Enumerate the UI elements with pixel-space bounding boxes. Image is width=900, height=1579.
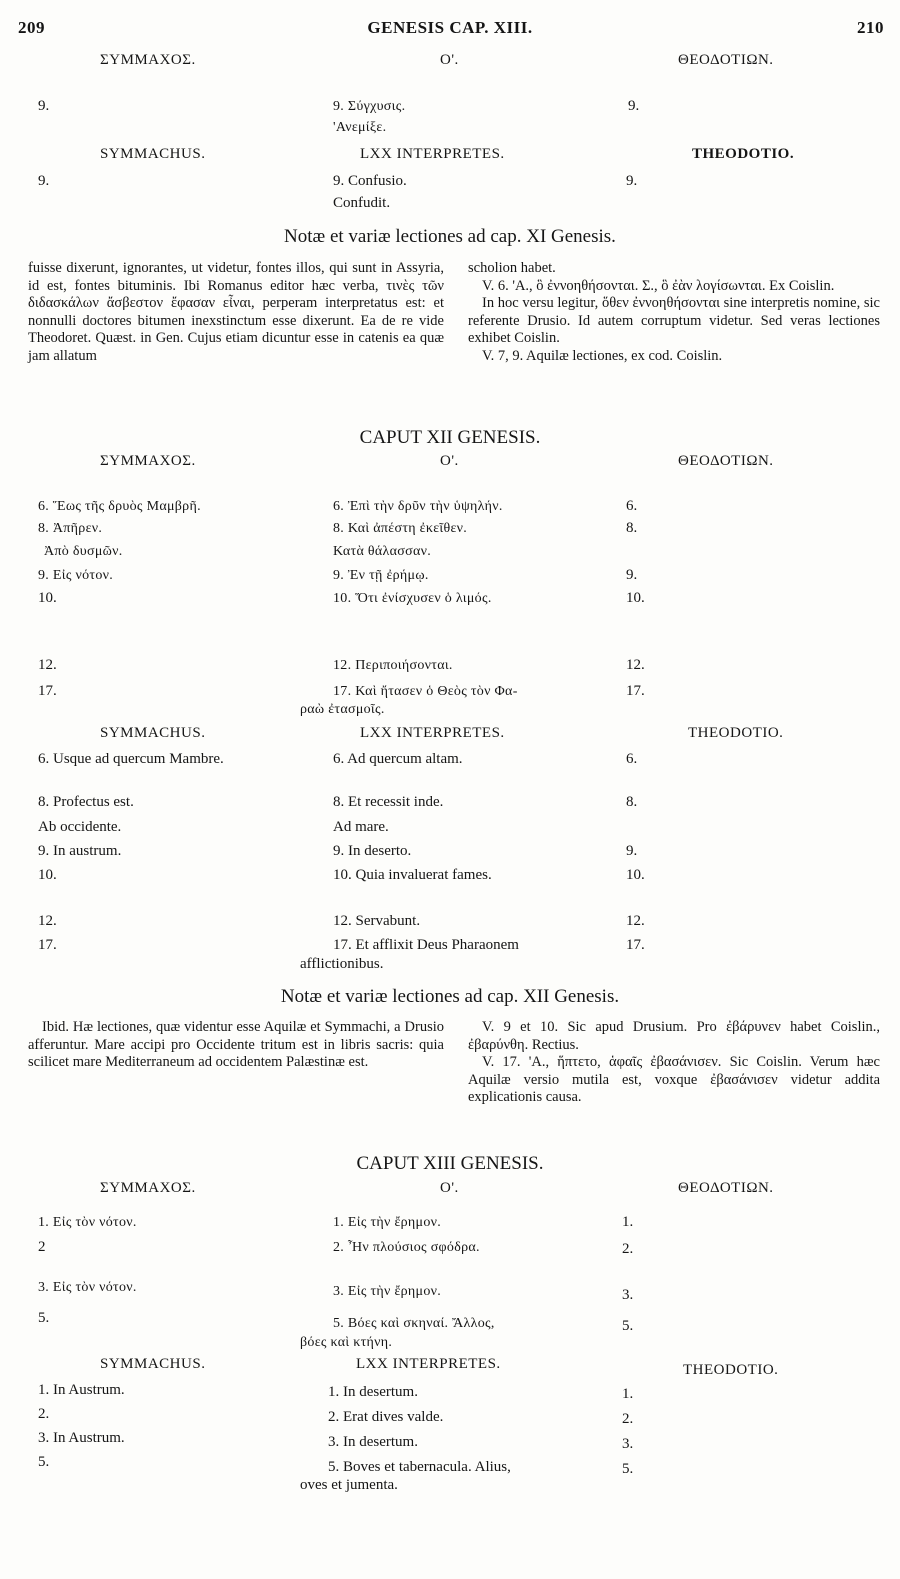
verse-cell: 5. Βόες καὶ σκηναί. Ἄλλος, xyxy=(333,1316,495,1331)
verse-cell: 12. xyxy=(626,657,645,673)
note-paragraph: Ibid. Hæ lectiones, quæ videntur esse Aquilæ et Symmachi, a Drusio afferuntur. Mare accipi pro Occidente tritum est in libris sacris: quia scilicet mare Mediterraneum ad occidentem Palæstinæ est. xyxy=(28,1019,444,1070)
verse-cell: 17. xyxy=(38,683,57,699)
verse-cell: 10. xyxy=(38,590,57,606)
verse-cell: Confudit. xyxy=(333,195,391,211)
col-head-symmachus-latin: SYMMACHUS. xyxy=(100,146,206,162)
verse-cell: 12. Περιποιήσονται. xyxy=(333,658,453,673)
verse-cell: 2. xyxy=(622,1241,634,1257)
verse-cell: Ad mare. xyxy=(333,819,389,835)
verse-cell: 9. xyxy=(626,843,638,859)
verse-cell: 9. Confusio. xyxy=(333,173,407,189)
verse-cell: 17. xyxy=(626,937,645,953)
col-head-symmachus-latin: SYMMACHUS. xyxy=(100,725,206,741)
verse-cell: 10. Ὅτι ἐνίσχυσεν ὁ λιμός. xyxy=(333,591,492,606)
notes-cap11-left xyxy=(28,260,444,365)
verse-cell: 3. xyxy=(622,1436,634,1452)
col-head-theodotion-greek: ΘΕΟΔΟΤΙΩΝ. xyxy=(678,52,774,68)
col-head-theodotio-latin: THEODOTIO. xyxy=(692,146,795,162)
verse-cell: 10. xyxy=(626,867,645,883)
col-head-lxx-latin: LXX INTERPRETES. xyxy=(360,146,505,162)
verse-cell: 1. Εἰς τὴν ἔρημον. xyxy=(333,1215,442,1230)
note-paragraph: V. 9 et 10. Sic apud Drusium. Pro ἐβάρυνεν habet Coislin., ἐβαρύνθη. Rectius. xyxy=(468,1019,880,1053)
caput-heading-12: CAPUT XII GENESIS. xyxy=(359,427,541,448)
col-head-theodotion-greek: ΘΕΟΔΟΤΙΩΝ. xyxy=(678,453,774,469)
verse-cell: 9. xyxy=(38,98,50,114)
verse-cell: oves et jumenta. xyxy=(300,1477,398,1493)
col-head-theodotio-latin: THEODOTIO. xyxy=(688,725,784,741)
verse-cell: 8. Ἀπῆρεν. xyxy=(38,521,103,536)
verse-cell: 9. Εἰς νότον. xyxy=(38,568,114,583)
verse-cell: 12. xyxy=(38,913,57,929)
verse-cell: Κατὰ θάλασσαν. xyxy=(333,544,432,559)
verse-cell: 1. In Austrum. xyxy=(38,1382,125,1398)
col-head-symmachus-greek: ΣΥΜΜΑΧΟΣ. xyxy=(100,52,196,68)
col-head-symmachus-greek: ΣΥΜΜΑΧΟΣ. xyxy=(100,453,196,469)
verse-cell: 3. xyxy=(622,1287,634,1303)
verse-cell: 12. xyxy=(626,913,645,929)
verse-cell: 8. xyxy=(626,794,638,810)
verse-cell: 8. Et recessit inde. xyxy=(333,794,444,810)
col-head-lxx-latin: LXX INTERPRETES. xyxy=(360,725,505,741)
note-paragraph: fuisse dixerunt, ignorantes, ut videtur, fontes illos, qui sunt in Assyria, id est, fontes bituminis. Ibi Romanus editor hæc verba, τινὲς τῶν διδασκάλων ἄσβεστον ἔφασαν εἶναι, perperam interpretatus est: et nonnulli doctores bitumen inexstinctum esse dixerunt. Ea de re vide Theodoret. Quæst. in Gen. Cujus etiam dicuntur esse in catenis ea quæ jam allatum xyxy=(28,260,444,364)
note-paragraph: V. 6. 'Α., ὃ ἐννοηθήσονται. Σ., ὃ ἐὰν λογίσωνται. Ex Coislin. xyxy=(482,277,835,294)
caput-heading-13: CAPUT XIII GENESIS. xyxy=(356,1153,544,1174)
verse-cell: 3. Εἰς τὸν νότον. xyxy=(38,1280,137,1295)
col-head-lxx-greek: Ο'. xyxy=(440,52,459,68)
verse-cell: 9. In austrum. xyxy=(38,843,122,859)
notes-cap11-right xyxy=(468,260,880,365)
verse-cell: 3. Εἰς τὴν ἔρημον. xyxy=(333,1284,442,1299)
verse-cell: 3. In desertum. xyxy=(328,1434,418,1450)
col-head-lxx-greek: Ο'. xyxy=(440,1180,459,1196)
verse-cell: 2. xyxy=(38,1406,50,1422)
verse-cell: 17. xyxy=(626,683,645,699)
verse-cell: 17. Et afflixit Deus Pharaonem xyxy=(333,937,519,953)
verse-cell: 17. Καὶ ἤτασεν ὁ Θεὸς τὸν Φα- xyxy=(333,684,518,699)
note-paragraph: V. 7, 9. Aquilæ lectiones, ex cod. Coislin. xyxy=(482,347,723,364)
verse-cell: 9. xyxy=(628,98,640,114)
verse-cell: 5. Boves et tabernacula. Alius, xyxy=(328,1459,511,1475)
verse-cell: 8. Καὶ ἀπέστη ἐκεῖθεν. xyxy=(333,521,468,536)
col-head-symmachus-greek: ΣΥΜΜΑΧΟΣ. xyxy=(100,1180,196,1196)
verse-cell: 5. xyxy=(622,1461,634,1477)
page-number-left: 209 xyxy=(18,18,45,37)
verse-cell: 6. Ἐπὶ τὴν δρῦν τὴν ὑψηλήν. xyxy=(333,499,503,514)
verse-cell: 9. xyxy=(626,173,638,189)
verse-cell: 6. Ad quercum altam. xyxy=(333,751,463,767)
notes-title-cap12: Notæ et variæ lectiones ad cap. XII Genesis. xyxy=(280,986,620,1007)
verse-cell: 10. Quia invaluerat fames. xyxy=(333,867,492,883)
verse-cell: 12. xyxy=(38,657,57,673)
note-paragraph: V. 17. 'Α., ἥπτετο, ἁφαῖς ἐβασάνισεν. Sic Coislin. Verum hæc Aquilæ versio mutila est, voxque ἐβασάνισεν videtur addita explicationis causa. xyxy=(468,1054,880,1105)
verse-cell: 10. xyxy=(38,867,57,883)
note-paragraph: In hoc versu legitur, ὅθεν ἐννοηθήσονται sine interpretis nomine, sic referente Drusio. Id autem corruptum videtur. Sed veras lectiones exhibet Coislin. xyxy=(468,295,880,346)
verse-cell: 9. Σύγχυσις. xyxy=(333,99,406,114)
note-paragraph: scholion habet. xyxy=(468,260,556,276)
notes-cap12-left xyxy=(28,1019,444,1072)
verse-cell: 6. xyxy=(626,498,638,514)
verse-cell: Ἀπὸ δυσμῶν. xyxy=(44,544,123,559)
verse-cell: 6. Usque ad quercum Mambre. xyxy=(38,751,224,767)
col-head-lxx-latin: LXX INTERPRETES. xyxy=(356,1356,501,1372)
running-title: GENESIS CAP. XIII. xyxy=(367,18,533,37)
col-head-lxx-greek: Ο'. xyxy=(440,453,459,469)
verse-cell: 2. xyxy=(622,1411,634,1427)
verse-cell: afflictionibus. xyxy=(300,956,384,972)
verse-cell: 10. xyxy=(626,590,645,606)
verse-cell: 'Ανεμίξε. xyxy=(333,120,387,135)
notes-title-cap11: Notæ et variæ lectiones ad cap. XI Genesis. xyxy=(284,226,616,247)
verse-cell: 3. In Austrum. xyxy=(38,1430,125,1446)
verse-cell: 5. xyxy=(38,1310,50,1326)
col-head-theodotion-greek: ΘΕΟΔΟΤΙΩΝ. xyxy=(678,1180,774,1196)
verse-cell: 9. xyxy=(38,173,50,189)
verse-cell: 2. Ἦν πλούσιος σφόδρα. xyxy=(333,1240,480,1255)
verse-cell: 1. xyxy=(622,1386,634,1402)
verse-cell: 2 xyxy=(38,1239,46,1255)
verse-cell: 6. Ἕως τῆς δρυὸς Μαμβρῆ. xyxy=(38,499,201,514)
col-head-theodotio-latin: THEODOTIO. xyxy=(683,1362,779,1378)
verse-cell: 1. Εἰς τὸν νότον. xyxy=(38,1215,137,1230)
notes-cap12-right xyxy=(468,1019,880,1107)
verse-cell: 8. xyxy=(626,520,638,536)
verse-cell: 8. Profectus est. xyxy=(38,794,134,810)
verse-cell: 9. xyxy=(626,567,638,583)
verse-cell: 9. Ἐν τῇ ἐρήμῳ. xyxy=(333,568,429,583)
verse-cell: ραὼ ἐτασμοῖς. xyxy=(300,702,385,717)
verse-cell: 6. xyxy=(626,751,638,767)
verse-cell: Ab occidente. xyxy=(38,819,122,835)
page-number-right: 210 xyxy=(857,18,884,37)
verse-cell: βόες καὶ κτήνη. xyxy=(300,1335,393,1350)
verse-cell: 1. In desertum. xyxy=(328,1384,418,1400)
col-head-symmachus-latin: SYMMACHUS. xyxy=(100,1356,206,1372)
verse-cell: 17. xyxy=(38,937,57,953)
verse-cell: 5. xyxy=(622,1318,634,1334)
verse-cell: 5. xyxy=(38,1454,50,1470)
verse-cell: 1. xyxy=(622,1214,634,1230)
verse-cell: 12. Servabunt. xyxy=(333,913,421,929)
verse-cell: 2. Erat dives valde. xyxy=(328,1409,444,1425)
verse-cell: 9. In deserto. xyxy=(333,843,412,859)
